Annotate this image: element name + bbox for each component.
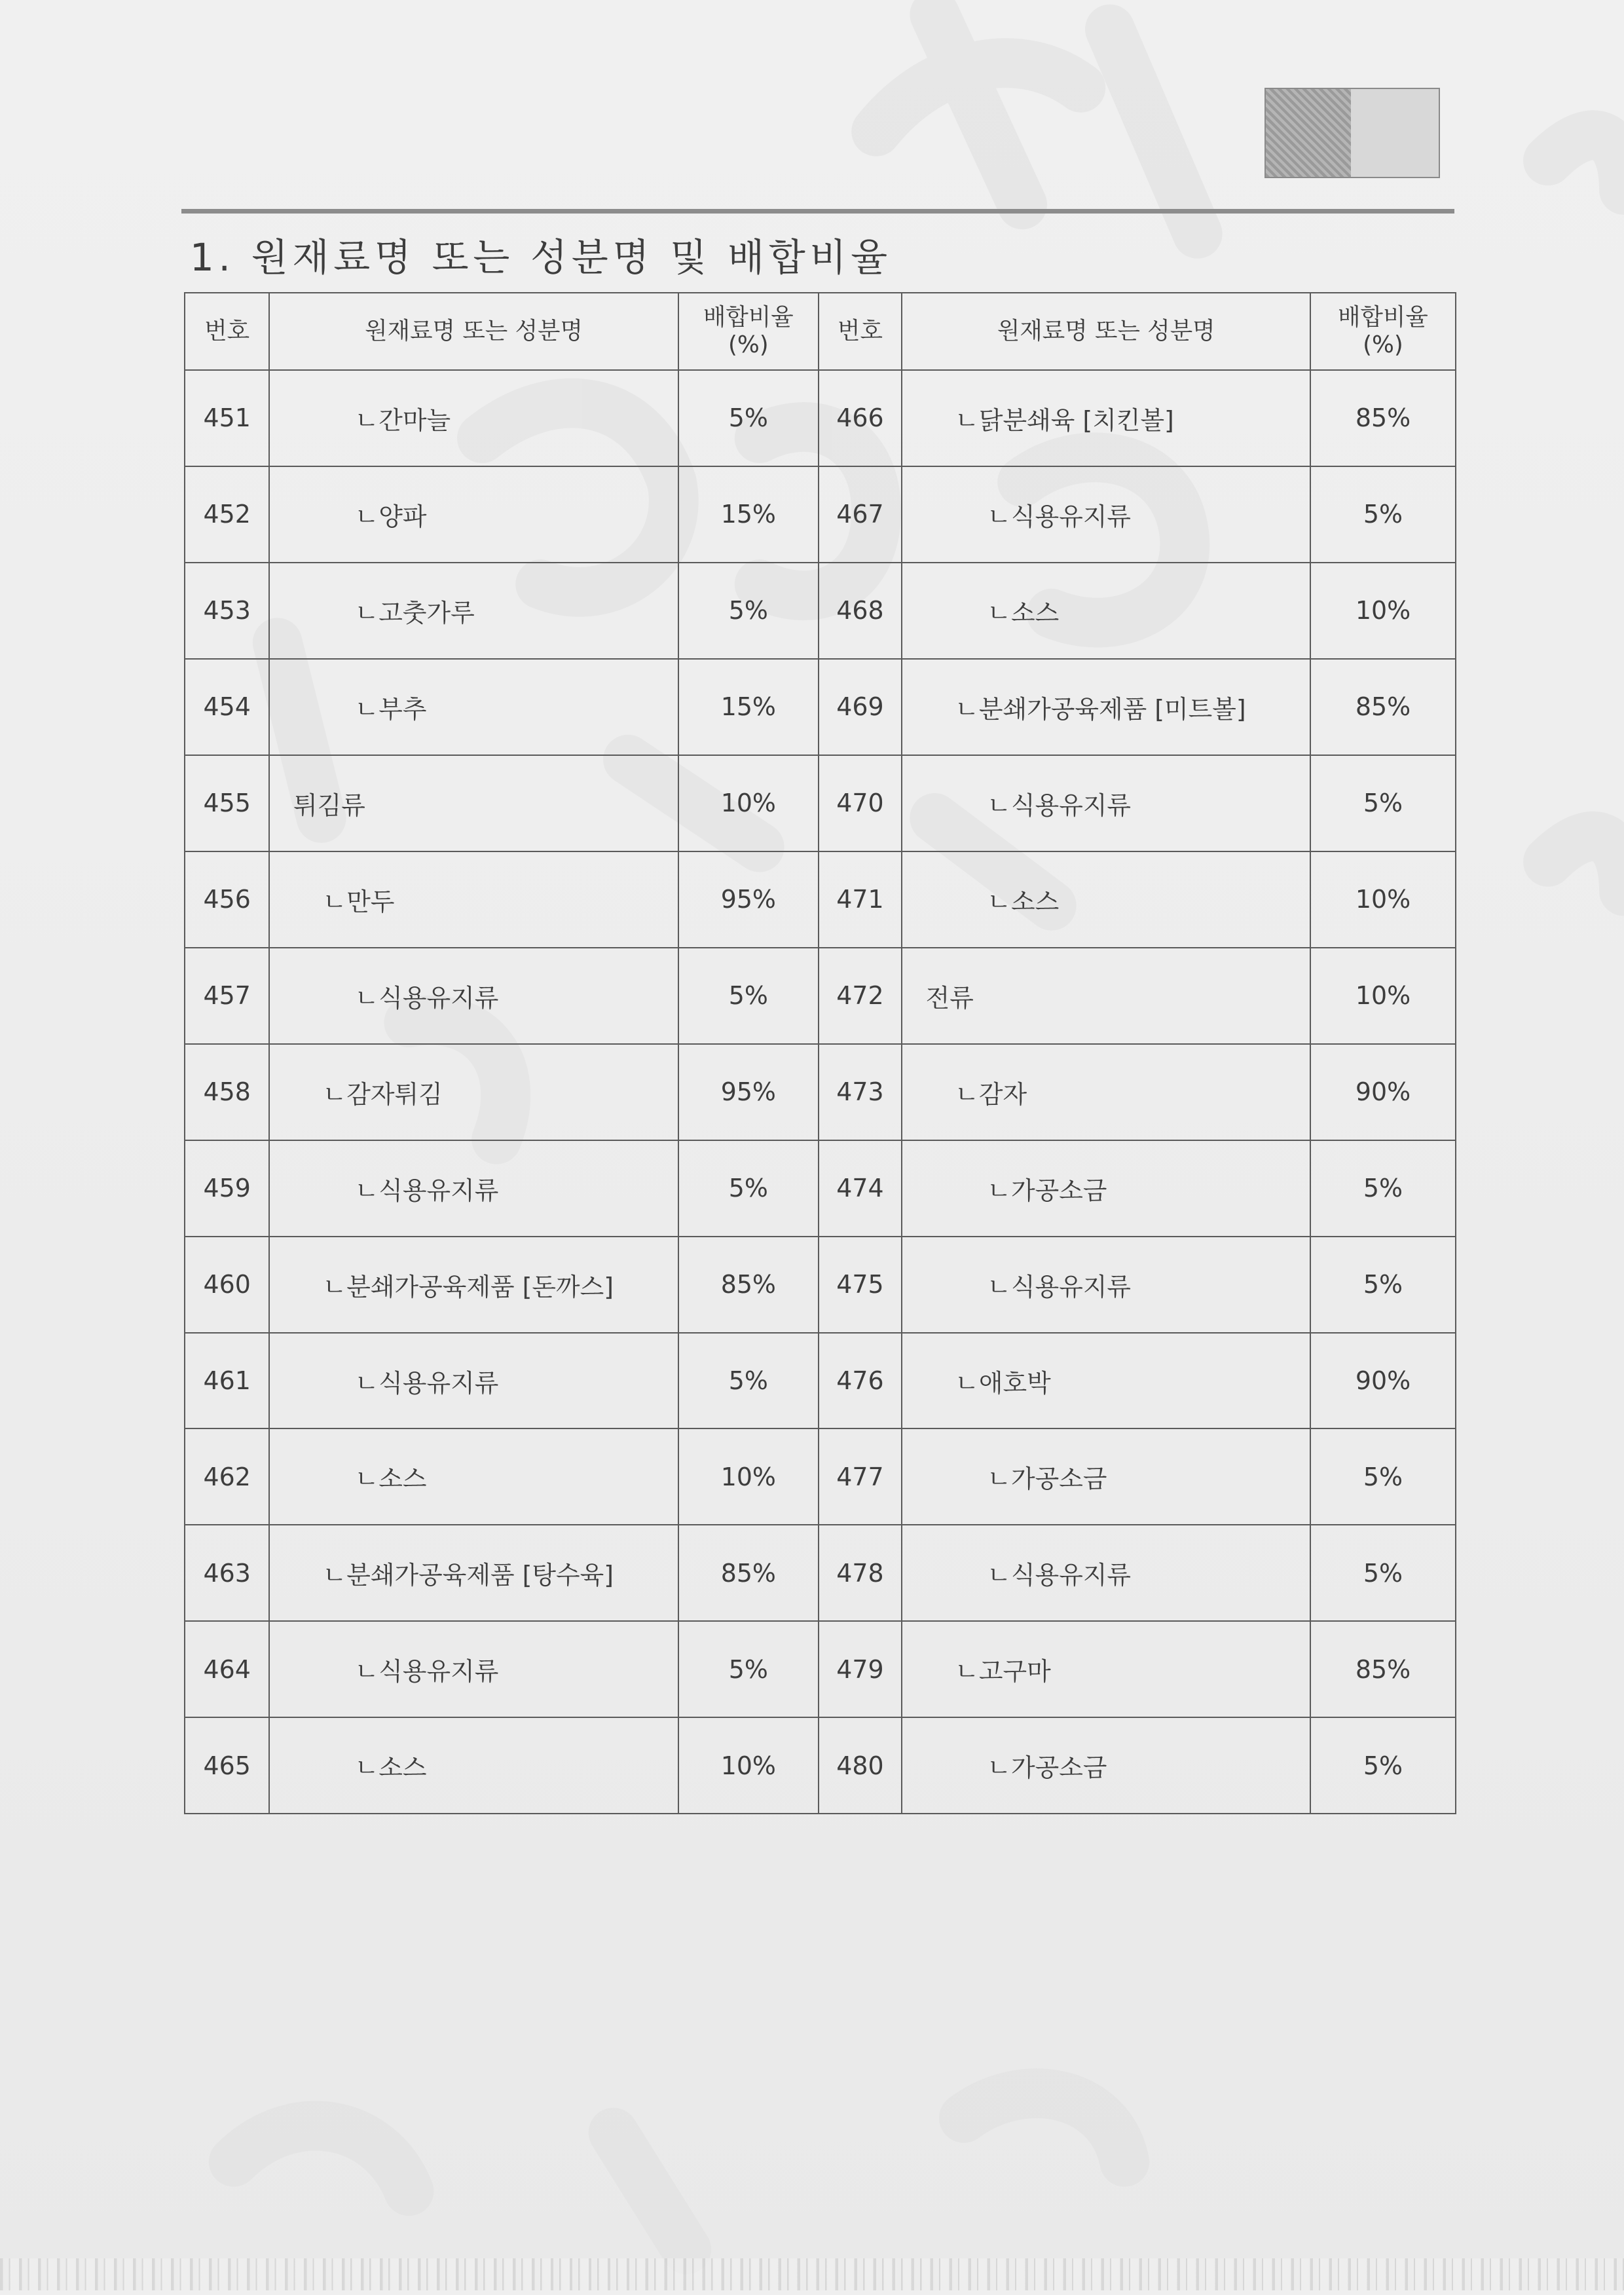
ratio-cell: 95% (678, 1044, 819, 1140)
ratio-cell: 5% (678, 1333, 819, 1429)
ingredient-name-cell: ㄴ식용유지류 (902, 1525, 1310, 1621)
header-ratio-label: 배합비율 (703, 303, 794, 331)
chapter-tab-marker (1264, 88, 1439, 178)
item-number-cell: 454 (185, 659, 269, 755)
ratio-cell: 5% (1310, 1428, 1455, 1525)
ratio-cell: 90% (1310, 1044, 1455, 1140)
item-number-cell: 466 (819, 370, 902, 466)
ingredient-name-cell: ㄴ식용유지류 (269, 1621, 678, 1717)
header-ratio-right (1310, 293, 1455, 370)
item-number-cell: 457 (185, 948, 269, 1044)
header-name-left: 원재료명 또는 성분명 (269, 293, 678, 370)
table-row (185, 851, 1456, 948)
ratio-cell: 5% (1310, 755, 1455, 851)
header-name-right: 원재료명 또는 성분명 (902, 293, 1310, 370)
ratio-cell: 5% (678, 370, 819, 466)
ratio-cell: 90% (1310, 1333, 1455, 1429)
item-number-cell: 478 (819, 1525, 902, 1621)
item-number-cell: 463 (185, 1525, 269, 1621)
ingredient-name-cell: ㄴ간마늘 (269, 370, 678, 466)
ingredient-name-cell: ㄴ식용유지류 (902, 1237, 1310, 1333)
table-row (185, 1621, 1456, 1717)
ingredient-name-cell: ㄴ식용유지류 (269, 1333, 678, 1429)
ingredient-name-cell: ㄴ애호박 (902, 1333, 1310, 1429)
table-header-row (185, 293, 1456, 370)
item-number-cell: 461 (185, 1333, 269, 1429)
ratio-cell: 85% (1310, 1621, 1455, 1717)
item-number-cell: 475 (819, 1237, 902, 1333)
ingredient-name-cell: 전류 (902, 948, 1310, 1044)
ratio-cell: 15% (678, 659, 819, 755)
ingredient-name-cell: ㄴ고구마 (902, 1621, 1310, 1717)
item-number-cell: 458 (185, 1044, 269, 1140)
item-number-cell: 467 (819, 466, 902, 563)
table-row (185, 466, 1456, 563)
table-row (185, 659, 1456, 755)
ratio-cell: 5% (1310, 1140, 1455, 1237)
ratio-cell: 10% (678, 1717, 819, 1814)
item-number-cell: 474 (819, 1140, 902, 1237)
ingredient-name-cell: ㄴ닭분쇄육 [치킨볼] (902, 370, 1310, 466)
ratio-cell: 85% (1310, 659, 1455, 755)
item-number-cell: 469 (819, 659, 902, 755)
item-number-cell: 464 (185, 1621, 269, 1717)
ratio-cell: 5% (678, 948, 819, 1044)
ingredient-name-cell: ㄴ가공소금 (902, 1717, 1310, 1814)
header-ratio-label: 배합비율 (1338, 303, 1428, 331)
ratio-cell: 5% (1310, 1717, 1455, 1814)
chapter-tab-light-block (1351, 89, 1439, 177)
header-no-right: 번호 (819, 293, 902, 370)
table-row (185, 1237, 1456, 1333)
ingredient-name-cell: ㄴ소스 (902, 851, 1310, 948)
ingredient-name-cell: ㄴ식용유지류 (902, 755, 1310, 851)
ratio-cell: 85% (678, 1237, 819, 1333)
ratio-cell: 10% (1310, 851, 1455, 948)
ingredient-name-cell: ㄴ분쇄가공육제품 [탕수육] (269, 1525, 678, 1621)
ingredient-name-cell: ㄴ가공소금 (902, 1428, 1310, 1525)
item-number-cell: 459 (185, 1140, 269, 1237)
item-number-cell: 480 (819, 1717, 902, 1814)
ratio-cell: 5% (1310, 1237, 1455, 1333)
ingredient-name-cell: ㄴ분쇄가공육제품 [돈까스] (269, 1237, 678, 1333)
ingredient-name-cell: ㄴ식용유지류 (269, 1140, 678, 1237)
item-number-cell: 476 (819, 1333, 902, 1429)
ingredient-name-cell: ㄴ소스 (902, 563, 1310, 659)
item-number-cell: 479 (819, 1621, 902, 1717)
ratio-cell: 10% (678, 755, 819, 851)
item-number-cell: 465 (185, 1717, 269, 1814)
ingredient-name-cell: ㄴ감자 (902, 1044, 1310, 1140)
chapter-tab-dark-block (1266, 89, 1350, 177)
ingredient-name-cell: ㄴ양파 (269, 466, 678, 563)
ratio-cell: 5% (1310, 1525, 1455, 1621)
ratio-cell: 85% (678, 1525, 819, 1621)
table-row (185, 1525, 1456, 1621)
item-number-cell: 456 (185, 851, 269, 948)
ratio-cell: 95% (678, 851, 819, 948)
header-no-left: 번호 (185, 293, 269, 370)
item-number-cell: 470 (819, 755, 902, 851)
table-row (185, 1717, 1456, 1814)
ingredient-name-cell: ㄴ가공소금 (902, 1140, 1310, 1237)
ingredient-name-cell: ㄴ만두 (269, 851, 678, 948)
header-ratio-unit: (%) (1363, 331, 1403, 359)
item-number-cell: 451 (185, 370, 269, 466)
ratio-cell: 85% (1310, 370, 1455, 466)
table-row (185, 1333, 1456, 1429)
section-title: 1. 원재료명 또는 성분명 및 배합비율 (189, 234, 892, 280)
item-number-cell: 453 (185, 563, 269, 659)
ingredient-name-cell: ㄴ소스 (269, 1428, 678, 1525)
ingredient-name-cell: ㄴ감자튀김 (269, 1044, 678, 1140)
item-number-cell: 471 (819, 851, 902, 948)
ratio-cell: 15% (678, 466, 819, 563)
ratio-cell: 10% (1310, 948, 1455, 1044)
ingredient-name-cell: ㄴ고춧가루 (269, 563, 678, 659)
header-ratio-unit: (%) (728, 331, 769, 359)
ratio-cell: 10% (678, 1428, 819, 1525)
table-row (185, 948, 1456, 1044)
header-rule (181, 209, 1455, 214)
table-body (185, 370, 1456, 1814)
ingredient-name-cell: 튀김류 (269, 755, 678, 851)
ratio-cell: 5% (678, 563, 819, 659)
item-number-cell: 455 (185, 755, 269, 851)
ratio-cell: 5% (1310, 466, 1455, 563)
table-row (185, 1428, 1456, 1525)
table-row (185, 370, 1456, 466)
scan-edge-noise (0, 2258, 1624, 2290)
ingredient-name-cell: ㄴ식용유지류 (902, 466, 1310, 563)
ingredient-ratio-table (184, 292, 1456, 1814)
item-number-cell: 477 (819, 1428, 902, 1525)
item-number-cell: 472 (819, 948, 902, 1044)
ingredient-name-cell: ㄴ부추 (269, 659, 678, 755)
table-row (185, 563, 1456, 659)
ratio-cell: 5% (678, 1621, 819, 1717)
item-number-cell: 473 (819, 1044, 902, 1140)
ratio-cell: 5% (678, 1140, 819, 1237)
ingredient-name-cell: ㄴ식용유지류 (269, 948, 678, 1044)
item-number-cell: 468 (819, 563, 902, 659)
table-row (185, 1140, 1456, 1237)
header-ratio-left (678, 293, 819, 370)
ingredient-name-cell: ㄴ분쇄가공육제품 [미트볼] (902, 659, 1310, 755)
table-row (185, 755, 1456, 851)
ingredient-name-cell: ㄴ소스 (269, 1717, 678, 1814)
item-number-cell: 462 (185, 1428, 269, 1525)
item-number-cell: 460 (185, 1237, 269, 1333)
ratio-cell: 10% (1310, 563, 1455, 659)
item-number-cell: 452 (185, 466, 269, 563)
table-row (185, 1044, 1456, 1140)
